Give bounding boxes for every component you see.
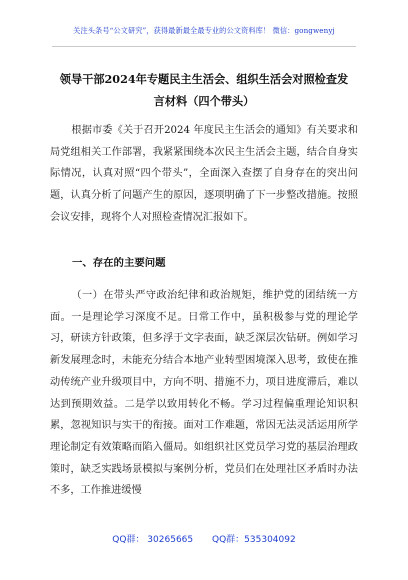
footer-qq-groups <box>0 532 408 545</box>
section-heading: 一、存在的主要问题 <box>72 257 166 269</box>
qq-group-2: QQ群：535304092 <box>212 535 296 545</box>
intro-paragraph: 根据市委《关于召开2024 年度民主生活会的通知》有关要求和局党组相关工作部署，我紧紧围绕本次民主生活会主题，结合自身实际情况，认真对照“四个带头”，全面深入查摆了自身存在的突出问题，认真分析了问题产生的原因，逐项明确了下一步整改措施。按照会议安排，现将个人对照检查情况汇报如下。 <box>50 125 358 223</box>
document-title-line2: 言材料（四个带头） <box>153 94 255 108</box>
document-title-line1: 领导干部2024年专题民主生活会、组织生活会对照检查发 <box>59 72 349 86</box>
body-paragraph: （一）在带头严守政治纪律和政治规矩，维护党的团结统一方面。一是理论学习深度不足。日常工作中，虽积极参与党的理论学习，研读方针政策，但多浮于文字表面，缺乏深层次钻研。例如学习新发展理念时，未能充分结合本地产业转型困境深入思考，致使在推动传统产业升级项目中，方向不明、措施不力，项目进度滞后，难以达到预期效益。二是学以致用转化不畅。学习过程偏重理论知识积累，忽视知识与实干的衔接。面对工作难题，常因无法灵活运用所学理论制定有效策略而陷入僵局。如组织社区党员学习党的基层治理政策时，缺乏实践场景模拟与案例分析，党员们在处理社区矛盾时办法不多，工作推进缓慢 <box>50 290 358 497</box>
document-title <box>44 68 364 112</box>
header-divider <box>52 46 356 47</box>
qq-group-1: QQ群： 30265665 <box>112 535 194 545</box>
header-banner: 关注头条号“公文研究”，获得最新最全最专业的公文资料库！ 微信：gongwenyj <box>73 26 335 35</box>
